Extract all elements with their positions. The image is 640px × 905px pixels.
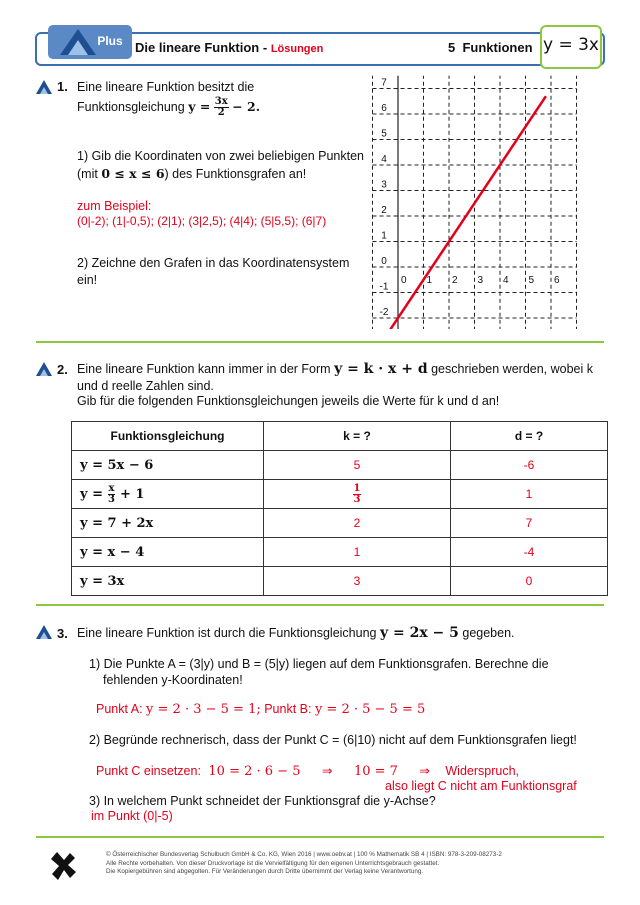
task3-q1-line2: fehlenden y-Koordinaten! [103,673,243,687]
y-tick-label: -2 [379,307,389,318]
answer-label-b: Punkt B: [264,702,312,716]
task2-line1-pre: Eine lineare Funktion kann immer in der Form [77,362,331,376]
q1-post: ) des Funktionsgrafen an! [164,167,307,181]
task2-line1-post: geschrieben werden, wobei k [431,362,594,376]
header-equation: Funktionsgleichung [72,422,264,451]
task1-line1: Eine lineare Funktion besitzt die [77,80,255,94]
coordinate-system [360,74,590,329]
plus-logo [48,25,132,65]
task1-answer-label: zum Beispiel: [77,199,152,213]
eq-y: y = [80,486,103,502]
task1-equation-line [77,97,260,118]
row-d: -4 [451,538,608,567]
answer2-eq1: 10 = 2 · 6 − 5 [208,764,301,779]
task3-equation: y = 2x − 5 [379,625,459,641]
x-tick-label: 5 [528,275,535,286]
divider [36,604,604,606]
task-triangle-icon [36,362,52,376]
y-tick-label: 4 [381,154,387,165]
frac-num: 1 [353,482,361,494]
title-suffix: Lösungen [270,43,324,55]
x-tick-label: 4 [503,275,509,286]
footer-line3: Die Kopiergebühren sind abgegolten. Für Veränderungen durch Dritte übernimmt der Verlag keine Verantwortung. [106,868,424,875]
row-d: 1 [451,480,608,509]
task3-q1-line1: 1) Die Punkte A = (3|y) und B = (5|y) liegen auf dem Funktionsgrafen. Berechne die [89,657,549,671]
frac-num: x [108,482,115,494]
task1-eq-y: y = [188,98,211,114]
y-tick-label: 3 [381,179,387,191]
kd-table [71,421,608,596]
row-k: 3 [264,567,451,596]
table-row [72,538,608,567]
task1-q1-line1: 1) Gib die Koordinaten von zwei beliebigen Punkten [77,149,364,163]
eq-fraction [108,484,116,505]
x-tick-label: 0 [401,275,407,286]
divider [36,836,604,838]
task2-line2: und d reelle Zahlen sind. [77,379,214,393]
k-fraction [353,484,362,505]
task2-number: 2. [57,362,68,377]
y-tick-label: 5 [381,128,387,140]
frac-den: 3 [108,493,115,505]
row-equation [72,480,264,509]
row-d: 0 [451,567,608,596]
row-equation: y = 5x − 6 [72,451,264,480]
page-title [135,40,323,55]
footer-line1: © Österreichischer Bundesverlag Schulbuch GmbH & Co. KG, Wien 2016 | www.oebv.at | 100 % Mathematik SB 4 | ISBN: 978-3-209-08273-2 [106,851,502,858]
table-row [72,509,608,538]
frac-den: 3 [353,493,361,505]
x-tick-label: 6 [554,275,560,286]
y-tick-label: -1 [379,281,389,293]
answer-eq-a: y = 2 · 3 − 5 = 1; [146,702,261,717]
frac-den: 2 [217,107,225,118]
task1-answer: (0|-2); (1|-0,5); (2|1); (3|2,5); (4|4); (5|5,5); (6|7) [77,214,327,228]
x-tick-label: 3 [477,275,484,286]
task3-q2: 2) Begründe rechnerisch, dass der Punkt C = (6|10) nicht auf dem Funktionsgrafen liegt! [89,733,577,747]
answer2-label: Punkt C einsetzen: [96,764,201,778]
table-row [72,480,608,509]
task3-answer2-line2: also liegt C nicht am Funktionsgraf [385,779,577,793]
task2-line3: Gib für die folgenden Funktionsgleichungen jeweils die Werte für k und d an! [77,394,500,408]
y-tick-label: 2 [381,205,387,216]
title-text: Die lineare Funktion - [135,40,268,55]
task3-line1-pre: Eine lineare Funktion ist durch die Funktionsgleichung [77,626,377,640]
x-tick-label: 2 [452,275,458,286]
publisher-logo-icon [48,850,78,882]
task3-answer1 [96,701,425,718]
chapter-label [448,40,533,55]
y-tick-label: 7 [381,77,387,89]
task1-q1-line2 [77,165,306,183]
task1-line2-text: Funktionsgleichung [77,99,185,114]
footer-line2: Alle Rechte vorbehalten. Von dieser Druckvorlage ist die Vervielfältigung für den eigenen Unterrichtsgebrauch gestattet. [106,859,440,867]
row-equation: y = 3x [72,567,264,596]
frac-num: 3x [214,96,228,107]
answer2-word: Widerspruch, [445,764,520,778]
q1-pre: (mit [77,167,98,181]
answer-label-a: Punkt A: [96,702,143,716]
task3-q3: 3) In welchem Punkt schneidet der Funktionsgraf die y-Achse? [89,794,436,808]
task1-q2-line1: 2) Zeichne den Grafen in das Koordinatensystem [77,256,350,270]
eq-rest: + 1 [120,486,145,502]
table-header-row [72,422,608,451]
chapter-title: Funktionen [462,40,533,55]
table-row [72,567,608,596]
task1-eq-rest: − 2. [232,98,261,114]
implies-arrow: ⇒ [419,764,430,778]
row-d: -6 [451,451,608,480]
task2-form-equation: y = k · x + d [334,361,428,377]
header-d: d = ? [451,422,608,451]
task3-line1-post: gegeben. [462,626,515,640]
table-row [72,451,608,480]
q1-condition: 0 ≤ x ≤ 6 [101,166,165,181]
brand-label: Plus [97,34,123,48]
row-equation: y = x − 4 [72,538,264,567]
formula-sticker: y = 3x [540,25,602,69]
task-triangle-icon [36,625,52,639]
task3-number: 3. [57,626,68,641]
chapter-number: 5 [448,40,456,55]
task3-answer3: im Punkt (0|-5) [91,809,173,823]
task-triangle-icon [36,80,52,94]
task2-line1 [77,361,593,378]
x-tick-label: 1 [426,275,433,286]
task1-q2-line2: ein! [77,273,98,287]
task1-eq-fraction [214,97,229,118]
row-k: 5 [264,451,451,480]
y-tick-label: 6 [381,103,387,114]
row-k: 2 [264,509,451,538]
row-k: 1 [264,538,451,567]
y-tick-label: 0 [381,256,387,267]
row-equation: y = 7 + 2x [72,509,264,538]
row-d: 7 [451,509,608,538]
row-k [264,480,451,509]
task1-number: 1. [57,79,68,94]
function-graph-line [390,96,546,329]
task3-line1 [77,625,515,642]
implies-arrow: ⇒ [321,764,333,778]
answer-eq-b: y = 2 · 5 − 5 = 5 [314,702,426,717]
footer-copyright [106,851,502,877]
header-k: k = ? [264,422,451,451]
divider [36,341,604,343]
answer2-eq2: 10 = 7 [353,764,398,779]
y-tick-label: 1 [381,230,387,242]
